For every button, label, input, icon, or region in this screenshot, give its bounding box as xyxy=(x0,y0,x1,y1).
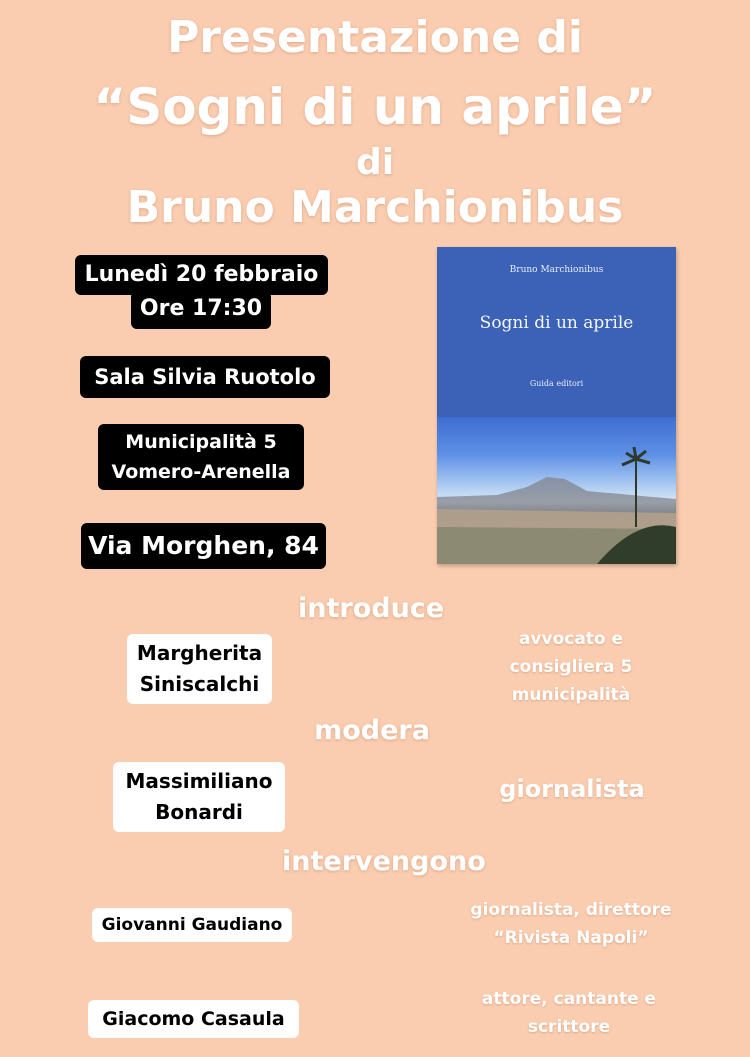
introducer-name-label xyxy=(127,634,272,704)
speaker1-role-line-1: giornalista, direttore xyxy=(470,900,672,920)
moderator-name-line-1: Massimiliano xyxy=(125,769,273,793)
address-label: Via Morghen, 84 xyxy=(81,523,326,569)
municipality-line-1: Municipalità 5 xyxy=(125,431,277,453)
speaker2-name-label: Giacomo Casaula xyxy=(88,1000,299,1038)
introducer-role xyxy=(490,625,652,709)
date-label: Lunedì 20 febbraio xyxy=(75,255,328,295)
moderator-role: giornalista xyxy=(499,775,645,803)
section-intervengono: intervengono xyxy=(282,846,486,877)
title-line-2: “Sogni di un aprile” xyxy=(93,78,657,136)
venue-label: Sala Silvia Ruotolo xyxy=(80,356,330,398)
municipality-label xyxy=(98,424,304,490)
speaker2-role-line-1: attore, cantante e xyxy=(481,989,657,1009)
time-label: Ore 17:30 xyxy=(131,291,271,329)
introducer-name-line-2: Siniscalchi xyxy=(139,672,260,696)
speaker1-role xyxy=(458,896,684,952)
book-author: Bruno Marchionibus xyxy=(509,265,604,275)
speaker1-role-line-2: “Rivista Napoli” xyxy=(493,928,649,948)
speaker1-name-label: Giovanni Gaudiano xyxy=(92,908,292,942)
section-modera: modera xyxy=(314,715,430,746)
book-title: Sogni di un aprile xyxy=(479,313,634,333)
introducer-role-line-1: avvocato e xyxy=(518,629,624,649)
introducer-role-line-3: municipalità xyxy=(511,685,631,705)
municipality-line-2: Vomero-Arenella xyxy=(111,461,291,483)
title-line-4: Bruno Marchionibus xyxy=(126,182,624,233)
book-cover-photo xyxy=(437,417,676,564)
naples-landscape-illustration xyxy=(437,417,676,564)
section-introduce: introduce xyxy=(298,593,445,624)
book-cover-image xyxy=(437,247,676,564)
speaker2-role-line-2: scrittore xyxy=(527,1017,611,1037)
moderator-name-line-2: Bonardi xyxy=(155,800,243,824)
speaker2-role xyxy=(470,985,668,1041)
title-line-1: Presentazione di xyxy=(167,12,583,63)
introducer-role-line-2: consigliera 5 xyxy=(509,657,633,677)
book-publisher: Guida editori xyxy=(529,379,584,388)
title-line-3: di xyxy=(355,142,395,183)
moderator-name-label xyxy=(113,762,285,832)
introducer-name-line-1: Margherita xyxy=(136,641,263,665)
